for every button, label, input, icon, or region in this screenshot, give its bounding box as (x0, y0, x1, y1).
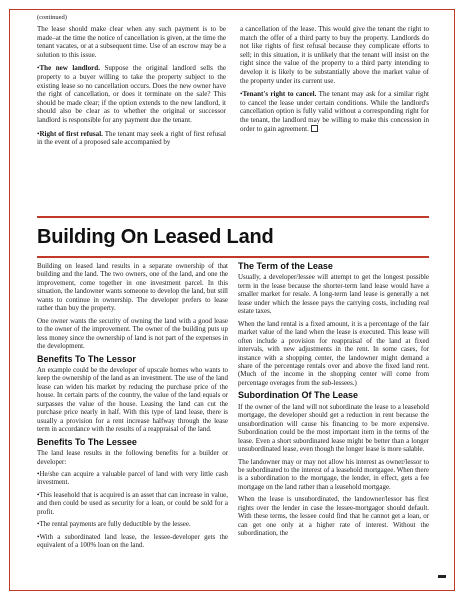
paragraph: a cancellation of the lease. This would give the tenant the right to match the offer of a third party to buy the property. Landlords do not like rights of first refusal because they complicate efforts to sell; in this situation, it is unlikely that the tenant will insist on the right since the value of the property to a third party intending to develop it is likely to be substantially above the market value of the property under its current use. (240, 25, 429, 85)
article-right-column (238, 262, 429, 554)
section-title: Building On Leased Land (37, 226, 274, 248)
subheading-lessor: Benefits To The Lessor (37, 353, 136, 364)
bullet-paragraph (37, 64, 226, 124)
paragraph: Usually, a developer/lessee will attempt to get the longest possible term in the lease because the shorter-term land lease would have a smaller market for resale. A long-term land lease is generally a net lease under which the lessee pays the carrying costs, including real estate taxes. (238, 273, 429, 316)
paragraph: If the owner of the land will not subordinate the lease to a leasehold mortgage, the developer should get a reduction in rent because the unsubordination will cause his financing to be more expensive. Subordination could be the most important item in the terms of the lease. Even a short subordinated lease might be better than a longer unsubordinated lease, even though the longer lease is more salable. (238, 402, 429, 454)
bullet-item: • He/she can acquire a valuable parcel of land with very little cash investment. (37, 470, 228, 487)
paragraph: An example could be the developer of upscale homes who wants to keep the ownership of the land as an investment. The use of the land lease can widen his market by reducing the purchase price of the house. In certain parts of the country, the value of the land equals or surpasses the value of the house. Leasing the land can cut the purchase price nearly in half. With this type of land lease, there is usually a provision for a rent increase halfway through the lease term in accordance with the results of a reappraisal of the land. (37, 365, 228, 434)
subheading-subordination: Subordination Of The Lease (238, 390, 359, 401)
bullet-text: Suppose the original landlord sells the property to a buyer willing to take the property subject to the existing lease so no cancellation occurs. Does the new owner have the right of cancellation, or does it terminate on the sale? This should be made clear; if the option extends to the new landlord, it should also be clear as to whether the original or successor landlord is responsible for any payment due the tenant. (37, 64, 226, 124)
paragraph: The lease should make clear when any such payment is to be made–at the time the notice of cancellation is given, at the time the tenant vacates, or at a subsequent time. Use of an escrow may be a solution to this issue. (37, 25, 226, 59)
bullet-text: The tenant may ask for a similar right to cancel the lease under certain conditions. While the landlord's cancellation option is fully valid without a corresponding right for the tenant, the landlord may be willing to make this concession in order to gain agreement. (240, 90, 430, 133)
bold-lead: Right of first refusal. (39, 129, 103, 138)
paragraph: The land lease results in the following benefits for a builder or developer: (37, 449, 228, 466)
heading-rule-top (37, 216, 429, 218)
paragraph: When the land rental is a fixed amount, it is a percentage of the fair market value of the land when the lease is executed. This lease will often include a provision for reappraisal of the land at fixed intervals, with new adjustments in the rent. In some cases, for instance with a shopping center, the landowner might demand a share of the percentage rentals over and above the fixed land rent. (Much of the income in the shopping center will come from percentage overages from the sub-lessees.) (238, 319, 429, 387)
end-of-article-icon (311, 125, 318, 132)
paragraph: When the lease is unsubordinated, the landowner/lessor has first rights over the lender in case the lessee-mortgagor should default. With these terms, the lessee could find that he cannot get a loan, or can get one only at a higher rate of interest. Without the subordination, the (238, 495, 429, 538)
bullet-item: • This leasehold that is acquired is an asset that can increase in value, and then could be used as security for a loan, or could be sold for a profit. (37, 491, 228, 516)
bullet-paragraph (240, 90, 429, 133)
paragraph: The landowner may or may not allow his interest as owner/lessor to be subordinated to the interest of a leasehold mortgagee. When there is a subordination to the mortgage, the lender, in effect, gets a fee mortgage on the land rather than a leasehold mortgage. (238, 457, 429, 491)
article-left-column (37, 262, 228, 554)
bullet-item: • The rental payments are fully deductible by the lessee. (37, 520, 228, 528)
bullet-text: The tenant may seek a right of first refusal in the event of a proposed sale accompanied by (37, 129, 226, 147)
article-body (37, 262, 429, 554)
bold-lead: Tenant's right to cancel. (242, 90, 317, 99)
continued-section (37, 14, 429, 210)
paragraph: Building on leased land results in a separate ownership of that building and the land. The two owners, one of the land, and one the improvement, come together in one investment parcel. In this situation, the landowner wants someone to develop the land, but still wants to continue in ownership. The developer prefers to lease rather than buy the property. (37, 262, 228, 313)
top-left-column (37, 25, 226, 152)
continued-label: (continued) (37, 14, 67, 21)
bold-lead: The new landlord. (39, 64, 100, 73)
bullet-paragraph (37, 130, 226, 147)
top-right-column (240, 25, 429, 152)
subheading-lessee: Benefits To The Lessee (37, 436, 137, 447)
continue-arrow-icon (438, 575, 446, 578)
heading-rule-bottom (37, 256, 429, 258)
subheading-term: The Term of the Lease (238, 261, 333, 271)
paragraph: One owner wants the security of owning the land with a good lease to the owner of the improvement. The owner of the building puts up less money since the ownership of land is not part of the expenses in the development. (37, 316, 228, 351)
bullet-item: • With a subordinated land lease, the lessee-developer gets the equivalent of a 100% loan on the land. (37, 533, 228, 550)
